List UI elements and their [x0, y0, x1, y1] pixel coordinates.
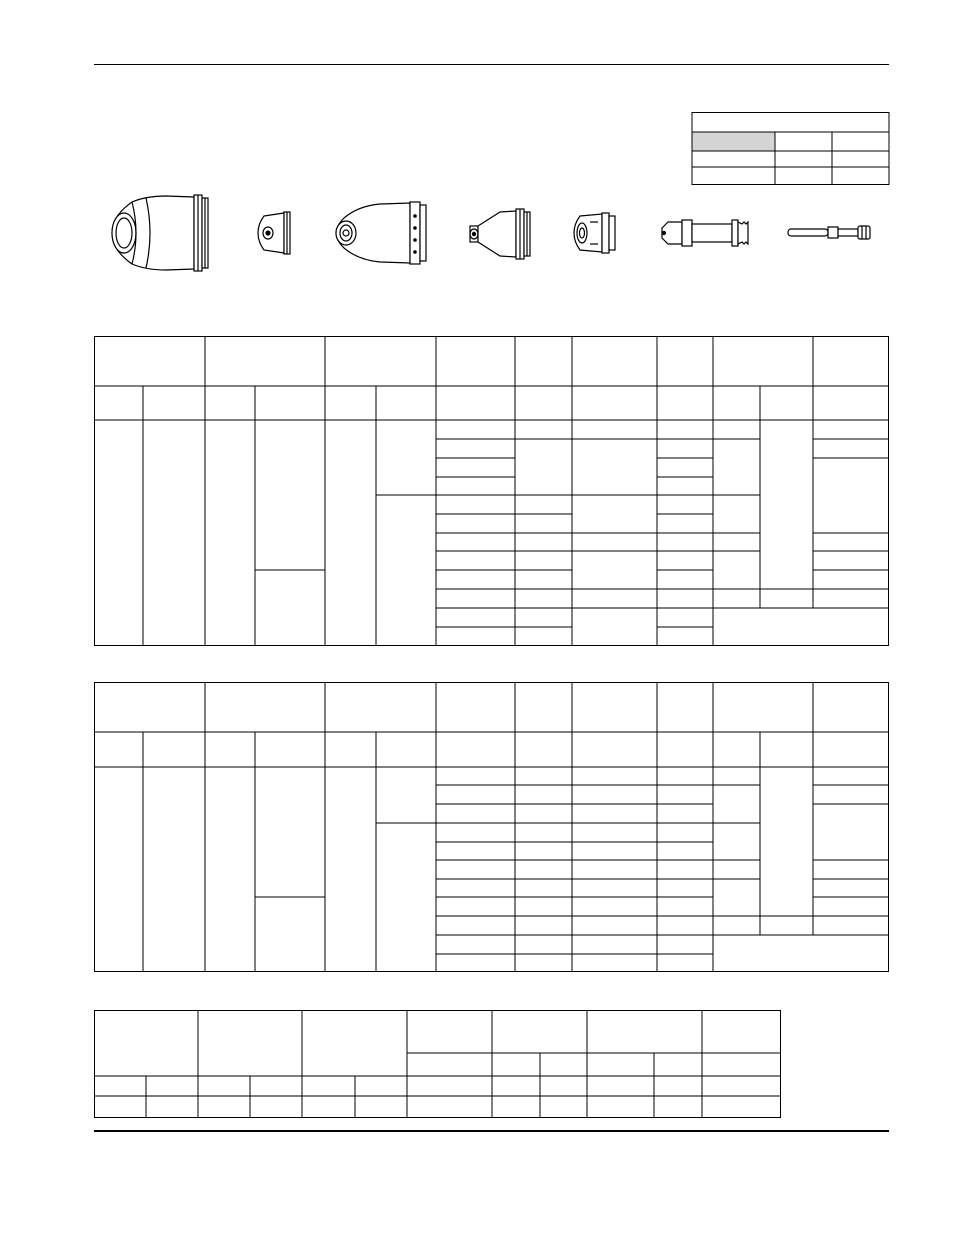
shield-icon — [106, 192, 218, 274]
process-table-3 — [94, 1010, 784, 1120]
header-rule — [94, 64, 889, 65]
process-table-1-frame — [95, 337, 889, 646]
electrode-icon — [658, 212, 758, 254]
retaining-cap-icon — [332, 198, 432, 268]
nozzle-icon — [466, 206, 546, 262]
process-table-2 — [94, 682, 890, 974]
legend-table — [690, 112, 890, 186]
process-table-3-frame — [95, 1011, 781, 1118]
shield-cap-icon — [256, 210, 296, 256]
swirl-ring-icon — [572, 210, 622, 256]
water-tube-icon — [786, 224, 876, 242]
footer-rule — [94, 1130, 889, 1132]
process-table-1 — [94, 336, 890, 648]
consumables-row — [94, 190, 889, 280]
legend-header-shade — [692, 132, 775, 151]
process-table-2-frame — [95, 683, 889, 972]
